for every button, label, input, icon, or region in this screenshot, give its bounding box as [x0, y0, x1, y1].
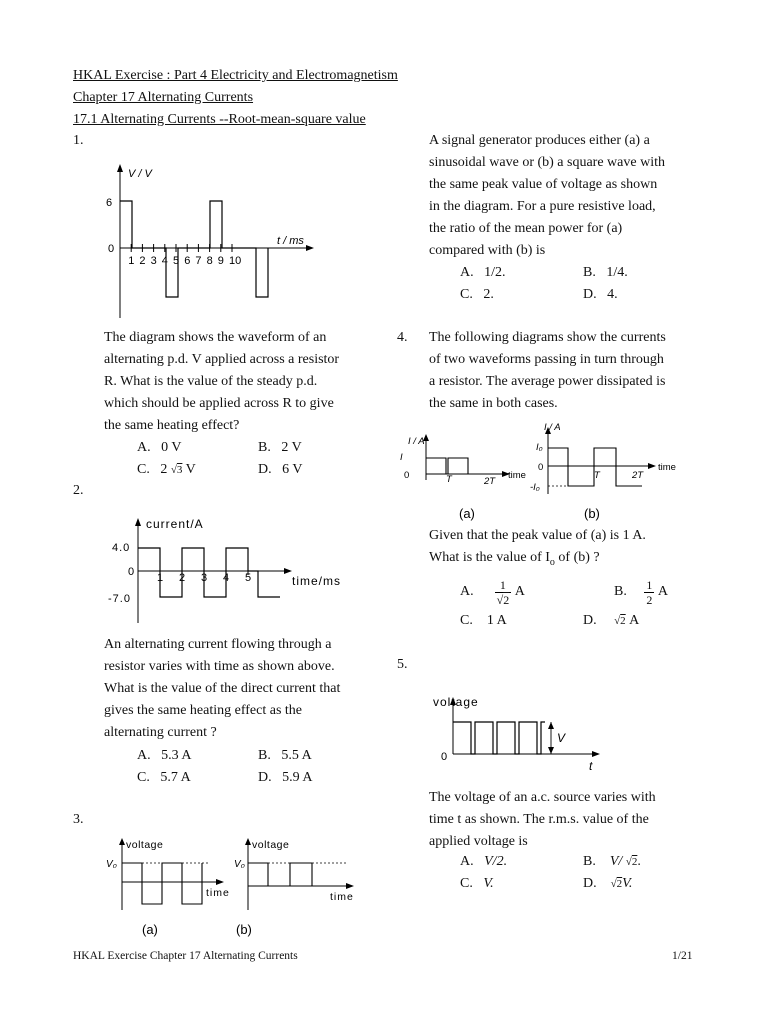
q4-line-2: of two waveforms passing in turn through — [429, 352, 664, 367]
q4b-T: T — [594, 470, 600, 481]
q3-line-2: sinusoidal wave or (b) a square wave with — [429, 155, 665, 170]
q1-line-3: R. What is the value of the steady p.d. — [104, 374, 318, 389]
q3a-xlabel: time — [206, 887, 230, 899]
q3a-caption: (a) — [142, 922, 158, 937]
q3-text — [429, 130, 695, 262]
q4-graph-b — [530, 422, 676, 521]
q1-x-tick-label: 6 — [184, 255, 191, 267]
q4b-caption: (b) — [584, 506, 600, 521]
q1-x-tick-label: 9 — [217, 255, 224, 267]
q3-line-5: the ratio of the mean power for (a) — [429, 221, 623, 236]
q1-x-tick-label: 3 — [150, 255, 157, 267]
q2-line-1: An alternating current flowing through a — [104, 637, 332, 652]
q4a-caption: (a) — [459, 506, 475, 521]
q2-text — [104, 634, 370, 744]
q5-option-c: C. V. — [460, 876, 494, 891]
q2-x-tick-label: 3 — [201, 572, 208, 584]
q1-ytick-0: 0 — [108, 243, 115, 255]
q3-graph-b — [234, 838, 354, 937]
q5-option-b: B. V/ √2. — [583, 854, 641, 869]
q2-xticks — [157, 567, 251, 584]
q2-xlabel: time/ms — [292, 574, 341, 588]
q1-xlabel: t / ms — [277, 235, 304, 247]
q5-option-d: D. √2V. — [583, 876, 633, 891]
q3-option-d: D. 4. — [583, 287, 618, 302]
q3b-ylabel: voltage — [252, 839, 290, 851]
q4-option-b: B. 1 2 A — [614, 577, 668, 607]
q2-ytick-zero: 0 — [128, 566, 135, 578]
q4a-T: T — [446, 474, 452, 485]
q4-graph-a — [400, 434, 526, 521]
q2-x-tick-label: 4 — [223, 572, 230, 584]
q3-graph-a — [106, 838, 230, 937]
q5-number: 5. — [397, 657, 408, 672]
q2-number: 2. — [73, 483, 84, 498]
q2-line-4: gives the same heating effect as the — [104, 703, 302, 718]
q5-text — [429, 787, 695, 853]
q4-text2-line-2: What is the value of $I_o$ of (b) ? — [429, 550, 600, 568]
q4b-zero: 0 — [538, 462, 544, 473]
footer-left: HKAL Exercise Chapter 17 Alternating Currents — [73, 950, 298, 962]
q1-line-4: which should be applied across R to give — [104, 396, 334, 411]
q4-option-c: C. 1 A — [460, 613, 507, 628]
q4-text2 — [429, 525, 709, 574]
q4a-2T: 2T — [484, 476, 496, 487]
q1-text — [104, 327, 370, 437]
q2-line-3: What is the value of the direct current that — [104, 681, 341, 696]
q3-line-6: compared with (b) is — [429, 243, 546, 258]
q4a-ylabel: I / A — [408, 436, 425, 447]
q2-option-d: D. 5.9 A — [258, 770, 313, 785]
page-number: 1/21 — [672, 950, 693, 962]
q4-text2-line-1: Given that the peak value of (a) is 1 A. — [429, 528, 646, 543]
q5-waveform-graph — [425, 688, 615, 773]
q4-graphs — [398, 418, 708, 524]
q3b-xlabel: time — [330, 891, 354, 903]
chapter-title: Chapter 17 Alternating Currents — [73, 90, 254, 105]
q5-V: V — [557, 731, 566, 745]
q5-line-1: The voltage of an a.c. source varies with — [429, 790, 656, 805]
q1-waveform-graph — [100, 160, 330, 320]
q2-waveform-graph — [100, 515, 360, 625]
q1-ylabel: V / V — [128, 168, 152, 180]
q3-number: 3. — [73, 812, 84, 827]
q4-line-3: a resistor. The average power dissipated is — [429, 374, 666, 389]
q4b-ylabel: I / A — [544, 422, 561, 433]
q1-line-5: the same heating effect? — [104, 418, 240, 433]
q3b-v0: V₀ — [234, 859, 245, 870]
q1-x-tick-label: 4 — [161, 255, 168, 267]
q4-option-d: D. √2 A — [583, 613, 640, 628]
q5-zero: 0 — [441, 751, 448, 763]
q2-x-tick-label: 1 — [157, 572, 164, 584]
q4-number: 4. — [397, 330, 408, 345]
q4-line-1: The following diagrams show the currents — [429, 330, 666, 345]
q2-x-tick-label: 2 — [179, 572, 186, 584]
q4a-i: I — [400, 452, 403, 463]
q2-option-b: B. 5.5 A — [258, 748, 312, 763]
q4a-xlabel: time — [508, 470, 526, 481]
q5-line-2: time t as shown. The r.m.s. value of the — [429, 812, 649, 827]
q2-ytick-top: 4.0 — [112, 542, 131, 554]
q1-x-tick-label: 8 — [206, 255, 213, 267]
q3a-v0: V₀ — [106, 859, 117, 870]
document-title: HKAL Exercise : Part 4 Electricity and Electromagnetism — [73, 68, 398, 83]
q3-line-3: the same peak value of voltage as shown — [429, 177, 658, 192]
q1-option-d: D. 6 V — [258, 462, 303, 477]
q1-option-b: B. 2 V — [258, 440, 302, 455]
q4-option-a: A. 1 √2 A — [460, 577, 525, 607]
q4b-neg-io: -I₀ — [530, 482, 540, 493]
q2-x-tick-label: 5 — [245, 572, 252, 584]
q3-line-1: A signal generator produces either (a) a — [429, 133, 650, 148]
q2-ylabel: current/A — [146, 517, 204, 531]
q3-option-a: A. 1/2. — [460, 265, 506, 280]
q1-number: 1. — [73, 133, 84, 148]
q3-graphs — [100, 832, 360, 942]
q1-option-c: C. 2 √3 V — [137, 462, 196, 477]
q4b-2T: 2T — [632, 470, 644, 481]
q1-x-tick-label: 1 — [128, 255, 135, 267]
q5-t: t — [589, 759, 593, 773]
q4-line-4: the same in both cases. — [429, 396, 558, 411]
q5-option-a: A. V/2. — [460, 854, 508, 869]
q1-x-tick-label: 2 — [139, 255, 146, 267]
q1-x-tick-label: 10 — [229, 255, 242, 267]
q4a-zero: 0 — [404, 470, 410, 481]
q1-option-a: A. 0 V — [137, 440, 182, 455]
q4b-io: I₀ — [536, 442, 543, 453]
q3-line-4: in the diagram. For a pure resistive load, — [429, 199, 656, 214]
q1-ytick-6: 6 — [106, 197, 113, 209]
q1-x-tick-label: 7 — [195, 255, 202, 267]
q3a-ylabel: voltage — [126, 839, 164, 851]
q2-line-5: alternating current ? — [104, 725, 217, 740]
q5-line-3: applied voltage is — [429, 834, 528, 849]
q4b-xlabel: time — [658, 462, 676, 473]
q1-line-2: alternating p.d. V applied across a resistor — [104, 352, 340, 367]
q2-ytick-bot: -7.0 — [108, 593, 131, 605]
q2-option-c: C. 5.7 A — [137, 770, 191, 785]
q1-line-1: The diagram shows the waveform of an — [104, 330, 327, 345]
q3-option-b: B. 1/4. — [583, 265, 628, 280]
section-title: 17.1 Alternating Currents --Root-mean-square value — [73, 112, 366, 127]
q2-option-a: A. 5.3 A — [137, 748, 192, 763]
q1-x-tick-label: 5 — [173, 255, 180, 267]
q4-text — [429, 327, 695, 415]
q3b-caption: (b) — [236, 922, 252, 937]
q2-line-2: resistor varies with time as shown above. — [104, 659, 335, 674]
q5-ylabel: voltage — [433, 695, 479, 709]
q3-option-c: C. 2. — [460, 287, 494, 302]
